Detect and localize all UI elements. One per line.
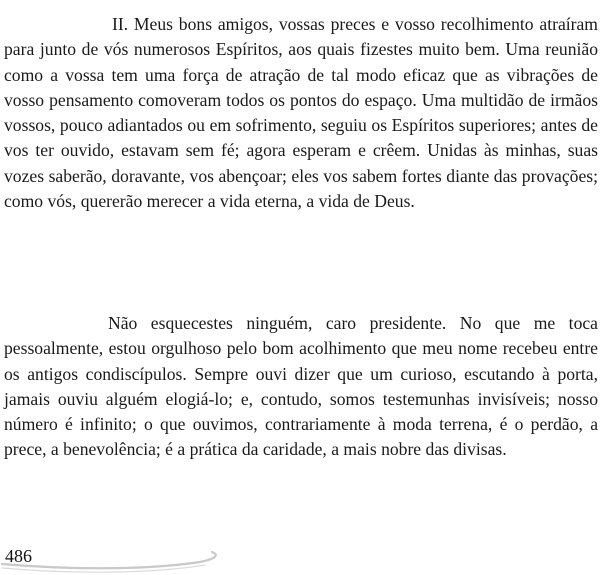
paragraph-one: II. Meus bons amigos, vossas preces e vosso recolhimento atraíram para junto de vós numerosos Espíritos, aos quais fizestes muito bem. Uma reunião como a vossa tem uma força de atração de tal modo eficaz que as vibrações de vosso pensamento comoveram todos os pontos do espaço. Uma multidão de irmãos vossos, pouco adiantados ou em sofrimento, seguiu os Espíritos superiores; antes de vos ter ouvido, estavam sem fé; agora esperam e crêem. Unidas às minhas, suas vozes saberão, doravante, vos abençoar; eles vos sabem fortes diante das provações; como vós, quererão merecer a vida eterna, a vida de Deus. bbox=[4, 14, 598, 212]
paragraph-two: Não esquecestes ninguém, caro presidente. No que me toca pessoalmente, estou orgulhoso pelo bom acolhimento que meu nome recebeu entre os antigos condiscípulos. Sempre ouvi dizer que um curioso, escutando à porta, jamais ouviu alguém elogiá-lo; e, contudo, somos testemunhas invisíveis; nosso número é infinito; o que ouvimos, contrariamente à moda terrena, é o perdão, a prece, a benevolência; é a prática da caridade, a mais nobre das divisas. bbox=[4, 313, 598, 460]
page-footer-swoosh-decoration bbox=[0, 538, 240, 575]
page-number: 486 bbox=[5, 546, 32, 566]
